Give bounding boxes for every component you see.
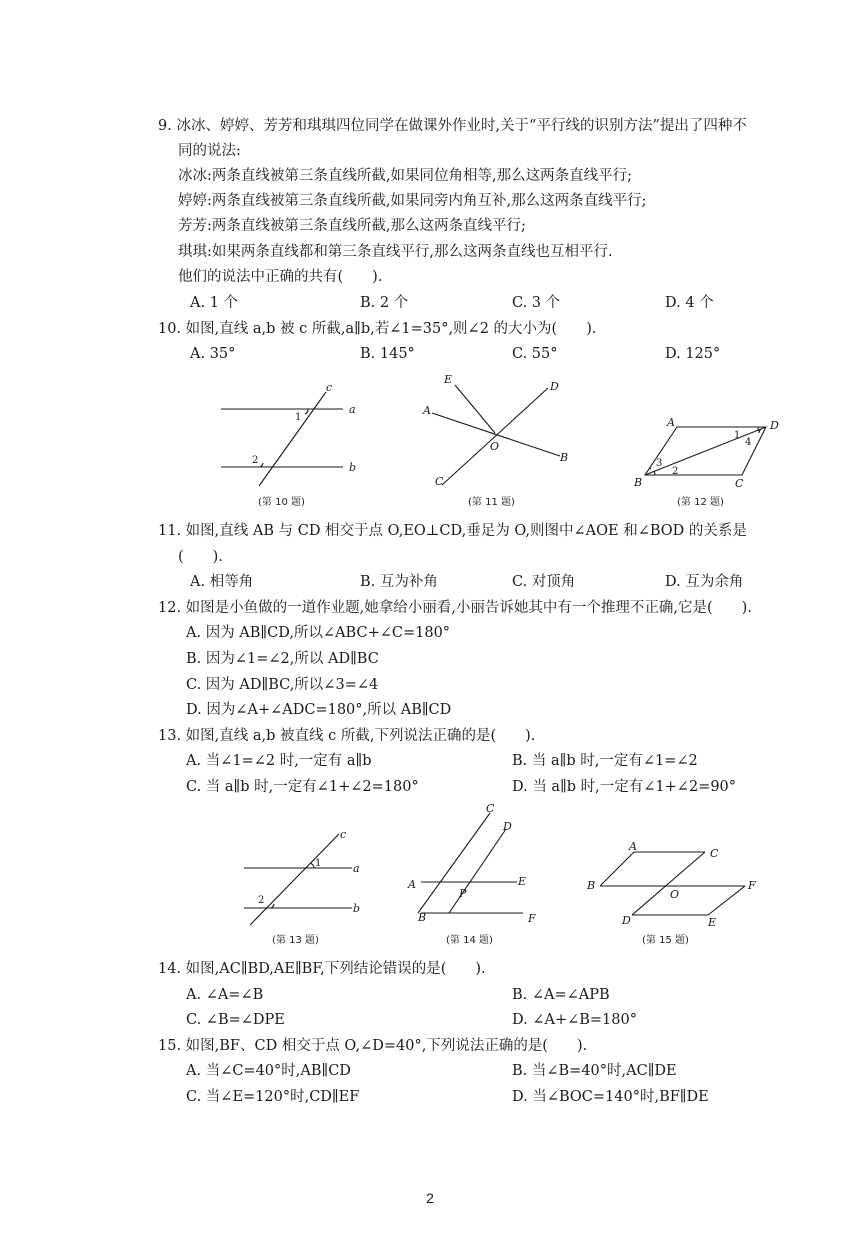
label-a: A [629, 840, 637, 853]
label-f: F [748, 879, 756, 892]
q14-option-a: A. ∠A=∠B [186, 987, 264, 1003]
figure-11-caption: (第 11 题) [468, 497, 515, 508]
figure-15-caption: (第 15 题) [642, 935, 689, 946]
label-angle-1: 1 [734, 430, 741, 441]
label-a: A [408, 878, 416, 891]
q9-statement-bingbing: 冰冰:两条直线被第三条直线所截,如果同位角相等,那么这两条直线平行; [178, 168, 632, 184]
label-e: E [444, 373, 453, 386]
label-e: E [708, 916, 717, 929]
label-b: B [587, 879, 596, 892]
q13-option-c: C. 当 a∥b 时,一定有∠1+∠2=180° [186, 779, 419, 795]
q14-stem: 14. 如图,AC∥BD,AE∥BF,下列结论错误的是( ). [158, 961, 486, 977]
q9-statement-fangfang: 芳芳:两条直线被第三条直线所截,那么这两条直线平行; [178, 218, 526, 234]
label-c: C [710, 847, 719, 860]
figure-13 [240, 826, 370, 931]
label-b: b [349, 461, 357, 474]
label-a: A [667, 416, 675, 429]
segment-ab [600, 852, 634, 886]
label-angle-2: 2 [252, 455, 259, 466]
q15-option-d: D. 当∠BOC=140°时,BF∥DE [512, 1089, 709, 1105]
q9-option-c: C. 3 个 [512, 295, 561, 311]
label-angle-1: 1 [315, 858, 322, 869]
q15-option-a: A. 当∠C=40°时,AB∥CD [186, 1063, 351, 1079]
q11-option-c: C. 对顶角 [512, 574, 576, 590]
label-angle-2: 2 [258, 895, 265, 906]
label-a: a [349, 403, 356, 416]
q10-stem: 10. 如图,直线 a,b 被 c 所截,a∥b,若∠1=35°,则∠2 的大小为( ). [158, 321, 597, 337]
label-o: O [670, 888, 680, 901]
label-b: B [418, 911, 427, 924]
q13-option-d: D. 当 a∥b 时,一定有∠1+∠2=90° [512, 779, 737, 795]
q14-option-d: D. ∠A+∠B=180° [512, 1012, 637, 1028]
q15-option-b: B. 当∠B=40°时,AC∥DE [512, 1063, 677, 1079]
label-d: D [550, 380, 559, 393]
q9-stem-line1: 9. 冰冰、婷婷、芳芳和琪琪四位同学在做课外作业时,关于“平行线的识别方法”提出了四种不 [158, 118, 747, 134]
q9-question: 他们的说法中正确的共有( ). [178, 269, 383, 285]
line-ac [418, 813, 490, 913]
figure-12 [630, 413, 790, 493]
label-o: O [490, 440, 500, 453]
q13-stem: 13. 如图,直线 a,b 被直线 c 所截,下列说法正确的是( ). [158, 728, 536, 744]
label-c: c [340, 828, 347, 841]
label-d: D [622, 914, 631, 927]
label-c: C [435, 475, 444, 488]
line-c [250, 834, 339, 925]
figure-14-caption: (第 14 题) [446, 935, 493, 946]
q12-option-a: A. 因为 AB∥CD,所以∠ABC+∠C=180° [186, 625, 451, 641]
label-d: D [770, 419, 779, 432]
q11-option-d: D. 互为余角 [665, 574, 744, 590]
q14-option-c: C. ∠B=∠DPE [186, 1012, 285, 1028]
label-b: b [353, 902, 361, 915]
q10-option-c: C. 55° [512, 346, 558, 362]
q9-stem-line2: 同的说法: [178, 143, 241, 159]
label-angle-4: 4 [745, 437, 752, 448]
figure-13-caption: (第 13 题) [272, 935, 319, 946]
figure-11 [420, 368, 580, 493]
label-angle-2: 2 [672, 466, 679, 477]
q15-option-c: C. 当∠E=120°时,CD∥EF [186, 1089, 360, 1105]
q12-stem: 12. 如图是小鱼做的一道作业题,她拿给小丽看,小丽告诉她其中有一个推理不正确,它是( ). [158, 600, 752, 616]
label-a: a [353, 862, 360, 875]
q9-option-a: A. 1 个 [190, 295, 239, 311]
q10-option-a: A. 35° [190, 346, 236, 362]
q12-option-b: B. 因为∠1=∠2,所以 AD∥BC [186, 651, 379, 667]
figure-10 [215, 380, 365, 490]
q10-option-d: D. 125° [665, 346, 721, 362]
label-c: C [486, 802, 495, 815]
label-c: c [326, 381, 333, 394]
q11-stem-line2: ( ). [178, 549, 223, 565]
q13-option-b: B. 当 a∥b 时,一定有∠1=∠2 [512, 753, 698, 769]
figure-10-caption: (第 10 题) [258, 497, 305, 508]
q9-option-d: D. 4 个 [665, 295, 714, 311]
q11-stem-line1: 11. 如图,直线 AB 与 CD 相交于点 O,EO⊥CD,垂足为 O,则图中∠AOE 和∠BOD 的关系是 [158, 523, 747, 539]
q11-option-b: B. 互为补角 [360, 574, 438, 590]
figure-12-caption: (第 12 题) [677, 497, 724, 508]
page-number: 2 [426, 1190, 434, 1206]
line-bd [449, 829, 506, 913]
q10-option-b: B. 145° [360, 346, 415, 362]
figure-14 [405, 800, 555, 930]
q14-option-b: B. ∠A=∠APB [512, 987, 610, 1003]
q9-option-b: B. 2 个 [360, 295, 409, 311]
label-angle-3: 3 [656, 458, 663, 469]
q11-option-a: A. 相等角 [190, 574, 254, 590]
line-cd [632, 852, 705, 915]
q9-statement-tingting: 婷婷:两条直线被第三条直线所截,如果同旁内角互补,那么这两条直线平行; [178, 193, 647, 209]
q12-option-c: C. 因为 AD∥BC,所以∠3=∠4 [186, 677, 379, 693]
label-d: D [503, 820, 512, 833]
label-c: C [735, 477, 744, 490]
label-a: A [423, 404, 431, 417]
line-c [259, 392, 326, 486]
label-p: P [459, 887, 467, 900]
q9-statement-qiqi: 琪琪:如果两条直线都和第三条直线平行,那么这两条直线也互相平行. [178, 244, 613, 260]
segment-ef [708, 886, 745, 915]
label-angle-1: 1 [295, 412, 302, 423]
q12-option-d: D. 因为∠A+∠ADC=180°,所以 AB∥CD [186, 702, 452, 718]
label-e: E [518, 875, 527, 888]
figure-15 [580, 833, 765, 933]
label-b: B [634, 476, 643, 489]
diagonal-bd [645, 427, 766, 475]
q13-option-a: A. 当∠1=∠2 时,一定有 a∥b [186, 753, 372, 769]
label-f: F [528, 912, 536, 925]
ray-oe [455, 385, 495, 433]
label-b: B [560, 451, 569, 464]
q15-stem: 15. 如图,BF、CD 相交于点 O,∠D=40°,下列说法正确的是( ). [158, 1038, 588, 1054]
line-cd [442, 388, 548, 485]
